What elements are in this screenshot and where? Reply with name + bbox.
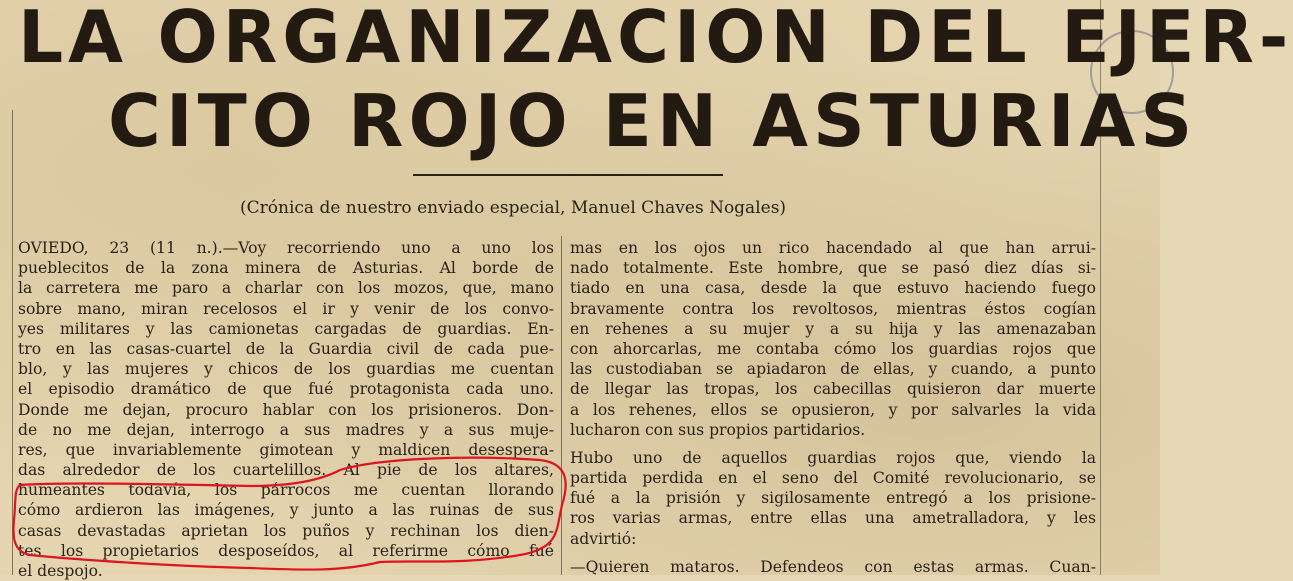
text-line: —Quieren mataros. Defendeos con estas armas. Cuan- (570, 557, 1096, 576)
text-line: de llegar las tropas, los cabecillas quisieron dar muerte (570, 380, 1096, 399)
text-line: las custodiaban se apiadaron de ellas, y cuando, a punto (570, 360, 1096, 379)
text-line: Hubo uno de aquellos guardias rojos que, viendo la (570, 448, 1096, 467)
text-line: blo, y las mujeres y chicos de los guardias me cuentan (18, 360, 554, 379)
text-line: res, que invariablemente gimotean y maldicen desespera- (18, 440, 554, 459)
text-line: tiado en una casa, desde la que estuvo haciendo fuego (570, 279, 1096, 298)
text-line: pueblecitos de la zona minera de Asturias. Al borde de (18, 259, 554, 278)
text-line: OVIEDO, 23 (11 n.).—Voy recorriendo uno a uno los (18, 239, 554, 257)
left-column-edge (0, 110, 13, 575)
text-line: el despojo. (18, 562, 103, 580)
text-line: cómo ardieron las imágenes, y junto a las ruinas de sus (18, 501, 554, 520)
text-line: nado totalmente. Este hombre, que se pasó diez días si- (570, 259, 1096, 278)
text-line: das alrededor de los cuartelillos. Al pie de los altares, (18, 461, 554, 480)
headline-rule (413, 174, 723, 176)
headline-line-2: CITO ROJO EN ASTURIAS (108, 79, 1198, 163)
text-line: lucharon con sus propios partidarios. (570, 420, 866, 439)
text-line: partida perdida en el seno del Comité revolucionario, se (570, 469, 1096, 488)
text-line: a los rehenes, ellos se opusieron, y por salvarles la vida (570, 400, 1096, 419)
text-line: humeantes todavía, los párrocos me cuentan llorando (18, 481, 554, 500)
text-line: con ahorcarlas, me contaba cómo los guardias rojos que (570, 339, 1096, 358)
article-column-1 (18, 238, 554, 581)
paragraph-gap (570, 549, 1096, 557)
text-line: advirtió: (570, 529, 637, 548)
text-line: Donde me dejan, procuro hablar con los prisioneros. Don- (18, 400, 554, 419)
text-line: de no me dejan, interrogo a sus madres y a sus muje- (18, 420, 554, 439)
text-line: mas en los ojos un rico hacendado al que han arrui- (570, 239, 1096, 257)
text-line: tro en las casas-cuartel de la Guardia civil de cada pue- (18, 339, 554, 358)
paragraph-gap (570, 440, 1096, 448)
text-line: bravamente contra los revoltosos, mientras éstos cogían (570, 299, 1096, 318)
headline-line-1: LA ORGANIZACION DEL EJER- (18, 0, 1293, 79)
byline: (Crónica de nuestro enviado especial, Manuel Chaves Nogales) (240, 198, 787, 218)
text-line: casas devastadas aprietan los puños y rechinan los dien- (18, 521, 554, 540)
column-separator (561, 236, 562, 575)
text-line: tes los propietarios desposeídos, al referirme cómo fué (18, 541, 554, 560)
article-column-2 (570, 238, 1096, 577)
text-line: el episodio dramático de que fué protagonista cada uno. (18, 380, 554, 399)
text-line: la carretera me paro a charlar con los mozos, que, mano (18, 279, 554, 298)
text-line: fué a la prisión y sigilosamente entregó a los prisione- (570, 489, 1096, 508)
text-line: en rehenes a su mujer y a su hija y las amenazaban (570, 319, 1096, 338)
text-line: ros varias armas, entre ellas una ametralladora, y les (570, 509, 1096, 528)
text-line: yes militares y las camionetas cargadas de guardias. En- (18, 319, 554, 338)
text-line: sobre mano, miran recelosos el ir y venir de los convo- (18, 299, 554, 318)
